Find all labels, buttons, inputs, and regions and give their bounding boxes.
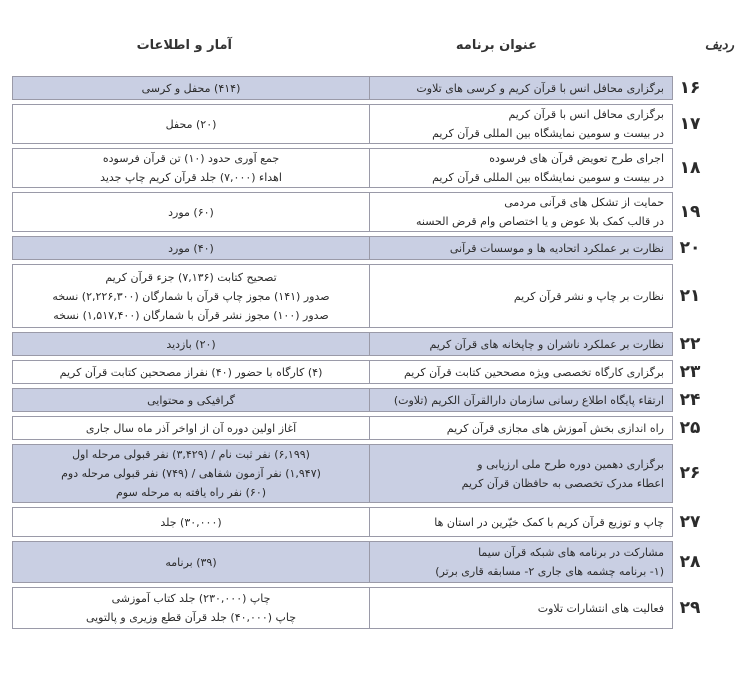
row-number: ۱۹ bbox=[673, 192, 707, 232]
statistics-line: چاپ (۴۰,۰۰۰) جلد قرآن قطع وزیری و پالتویی bbox=[85, 611, 297, 624]
statistics-cell bbox=[12, 236, 370, 260]
table-row bbox=[12, 332, 707, 356]
statistics-cell bbox=[12, 332, 370, 356]
table-row bbox=[12, 264, 707, 328]
program-title-line: برگزاری محافل انس با قرآن کریم و کرسی های تلاوت bbox=[416, 81, 664, 95]
program-title-cell bbox=[370, 264, 673, 328]
table-row bbox=[12, 388, 707, 412]
program-title-cell bbox=[370, 444, 673, 503]
header-row-number: ردیف bbox=[704, 38, 734, 53]
statistics-cell bbox=[12, 388, 370, 412]
header-program-title: عنوان برنامه bbox=[455, 38, 537, 53]
statistics-line: جمع آوری حدود (۱۰) تن قرآن فرسوده bbox=[102, 152, 280, 165]
program-title-cell bbox=[370, 192, 673, 232]
statistics-line: گرافیکی و محتوایی bbox=[147, 393, 235, 407]
program-title-cell bbox=[370, 388, 673, 412]
statistics-cell bbox=[12, 507, 370, 537]
statistics-cell bbox=[12, 360, 370, 384]
program-title-line: مشارکت در برنامه های شبکه قرآن سیما bbox=[478, 546, 664, 559]
program-title-cell bbox=[370, 104, 673, 144]
program-title-cell bbox=[370, 332, 673, 356]
row-number: ۲۲ bbox=[673, 332, 707, 356]
table-row bbox=[12, 104, 707, 144]
program-title-line: برگزاری محافل انس با قرآن کریم bbox=[508, 108, 664, 121]
statistics-cell bbox=[12, 148, 370, 188]
statistics-line: (۲۰) محفل bbox=[165, 117, 217, 131]
statistics-line: اهداء (۷,۰۰۰) جلد قرآن کریم چاپ جدید bbox=[100, 171, 282, 184]
statistics-cell bbox=[12, 104, 370, 144]
table-row bbox=[12, 444, 707, 503]
program-title-line: حمایت از تشکل های قرآنی مردمی bbox=[504, 196, 664, 209]
statistics-line: چاپ (۲۳۰,۰۰۰) جلد کتاب آموزشی bbox=[111, 592, 271, 605]
row-number: ۲۰ bbox=[673, 236, 707, 260]
statistics-line: (۴) کارگاه با حضور (۴۰) نفراز مصححین کتابت قرآن کریم bbox=[59, 365, 323, 379]
program-title-cell bbox=[370, 148, 673, 188]
program-title-line: نظارت بر عملکرد اتحادیه ها و موسسات قرآنی bbox=[449, 241, 664, 255]
row-number: ۲۳ bbox=[673, 360, 707, 384]
program-title-line: اجرای طرح تعویض قرآن های فرسوده bbox=[489, 152, 664, 165]
statistics-cell bbox=[12, 541, 370, 583]
table-row bbox=[12, 76, 707, 100]
row-number: ۲۷ bbox=[673, 507, 707, 537]
statistics-line: (۶,۱۹۹) نفر ثبت نام / (۳,۴۲۹) نفر قبولی مرحله اول bbox=[72, 448, 310, 461]
statistics-cell bbox=[12, 264, 370, 328]
program-title-cell bbox=[370, 236, 673, 260]
table-row bbox=[12, 541, 707, 583]
statistics-cell bbox=[12, 416, 370, 440]
table-row bbox=[12, 507, 707, 537]
program-title-cell bbox=[370, 541, 673, 583]
statistics-line: (۳۰,۰۰۰) جلد bbox=[160, 515, 222, 529]
table-row bbox=[12, 587, 707, 629]
row-number: ۲۵ bbox=[673, 416, 707, 440]
table-row bbox=[12, 192, 707, 232]
row-number: ۱۶ bbox=[673, 76, 707, 100]
row-number: ۱۸ bbox=[673, 148, 707, 188]
program-title-line: در بیست و سومین نمایشگاه بین المللی قرآن کریم bbox=[432, 127, 664, 140]
table-row bbox=[12, 416, 707, 440]
statistics-line: صدور (۱۰۰) مجوز نشر قرآن با شمارگان (۱,۵۱۷,۴۰۰) نسخه bbox=[53, 308, 329, 322]
statistics-cell bbox=[12, 192, 370, 232]
statistics-line: (۴۱۴) محفل و کرسی bbox=[141, 81, 241, 95]
program-title-line: (۱- برنامه چشمه های جاری ۲- مسابقه قاری برتر) bbox=[435, 565, 664, 578]
row-number: ۱۷ bbox=[673, 104, 707, 144]
program-title-cell bbox=[370, 507, 673, 537]
statistics-cell bbox=[12, 444, 370, 503]
program-title-line: در قالب کمک بلا عوض و یا اختصاص وام قرض الحسنه bbox=[416, 215, 664, 228]
program-title-line: برگزاری کارگاه تخصصی ویژه مصححین کتابت قرآن کریم bbox=[403, 365, 664, 379]
row-number: ۲۹ bbox=[673, 587, 707, 629]
statistics-line: (۴۰) مورد bbox=[168, 241, 214, 255]
row-number: ۲۱ bbox=[673, 264, 707, 328]
program-title-line: نظارت بر عملکرد ناشران و چاپخانه های قرآن کریم bbox=[429, 337, 664, 351]
programs-table bbox=[12, 72, 707, 633]
program-title-cell bbox=[370, 360, 673, 384]
statistics-cell bbox=[12, 76, 370, 100]
program-title-cell bbox=[370, 416, 673, 440]
row-number: ۲۴ bbox=[673, 388, 707, 412]
statistics-line: تصحیح کتابت (۷,۱۳۶) جزء قرآن کریم bbox=[105, 270, 277, 284]
statistics-line: (۳۹) برنامه bbox=[165, 555, 217, 569]
program-title-cell bbox=[370, 76, 673, 100]
program-title-line: در بیست و سومین نمایشگاه بین المللی قرآن کریم bbox=[432, 171, 664, 184]
program-title-line: اعطاء مدرک تخصصی به حافظان قرآن کریم bbox=[461, 476, 664, 490]
program-title-line: ارتقاء پایگاه اطلاع رسانی سازمان دارالقرآن الکریم (تلاوت) bbox=[393, 393, 664, 407]
row-number: ۲۶ bbox=[673, 444, 707, 503]
statistics-line: آغاز اولین دوره آن از اواخر آذر ماه سال جاری bbox=[85, 421, 297, 435]
statistics-line: (۲۰) بازدید bbox=[166, 337, 216, 351]
program-title-line: فعالیت های انتشارات تلاوت bbox=[537, 601, 664, 615]
program-title-cell bbox=[370, 587, 673, 629]
statistics-line: صدور (۱۴۱) مجوز چاپ قرآن با شمارگان (۲,۲۲۶,۳۰۰) نسخه bbox=[52, 289, 330, 303]
program-title-line: برگزاری دهمین دوره طرح ملی ارزیابی و bbox=[477, 457, 664, 471]
statistics-line: (۱,۹۴۷) نفر آزمون شفاهی / (۷۴۹) نفر قبولی مرحله دوم bbox=[61, 467, 321, 480]
statistics-line: (۶۰) مورد bbox=[168, 205, 214, 219]
table-row bbox=[12, 360, 707, 384]
program-title-line: راه اندازی بخش آموزش های مجازی قرآن کریم bbox=[446, 421, 664, 435]
row-number: ۲۸ bbox=[673, 541, 707, 583]
header-statistics: آمار و اطلاعات bbox=[136, 38, 232, 53]
statistics-line: (۶۰) نفر راه یافته به مرحله سوم bbox=[115, 486, 267, 499]
statistics-cell bbox=[12, 587, 370, 629]
program-title-line: نظارت بر چاپ و نشر قرآن کریم bbox=[513, 289, 664, 303]
table-row bbox=[12, 148, 707, 188]
program-title-line: چاپ و توزیع قرآن کریم با کمک خیّرین در استان ها bbox=[434, 515, 664, 529]
table-row bbox=[12, 236, 707, 260]
programs-table-body bbox=[12, 76, 707, 629]
